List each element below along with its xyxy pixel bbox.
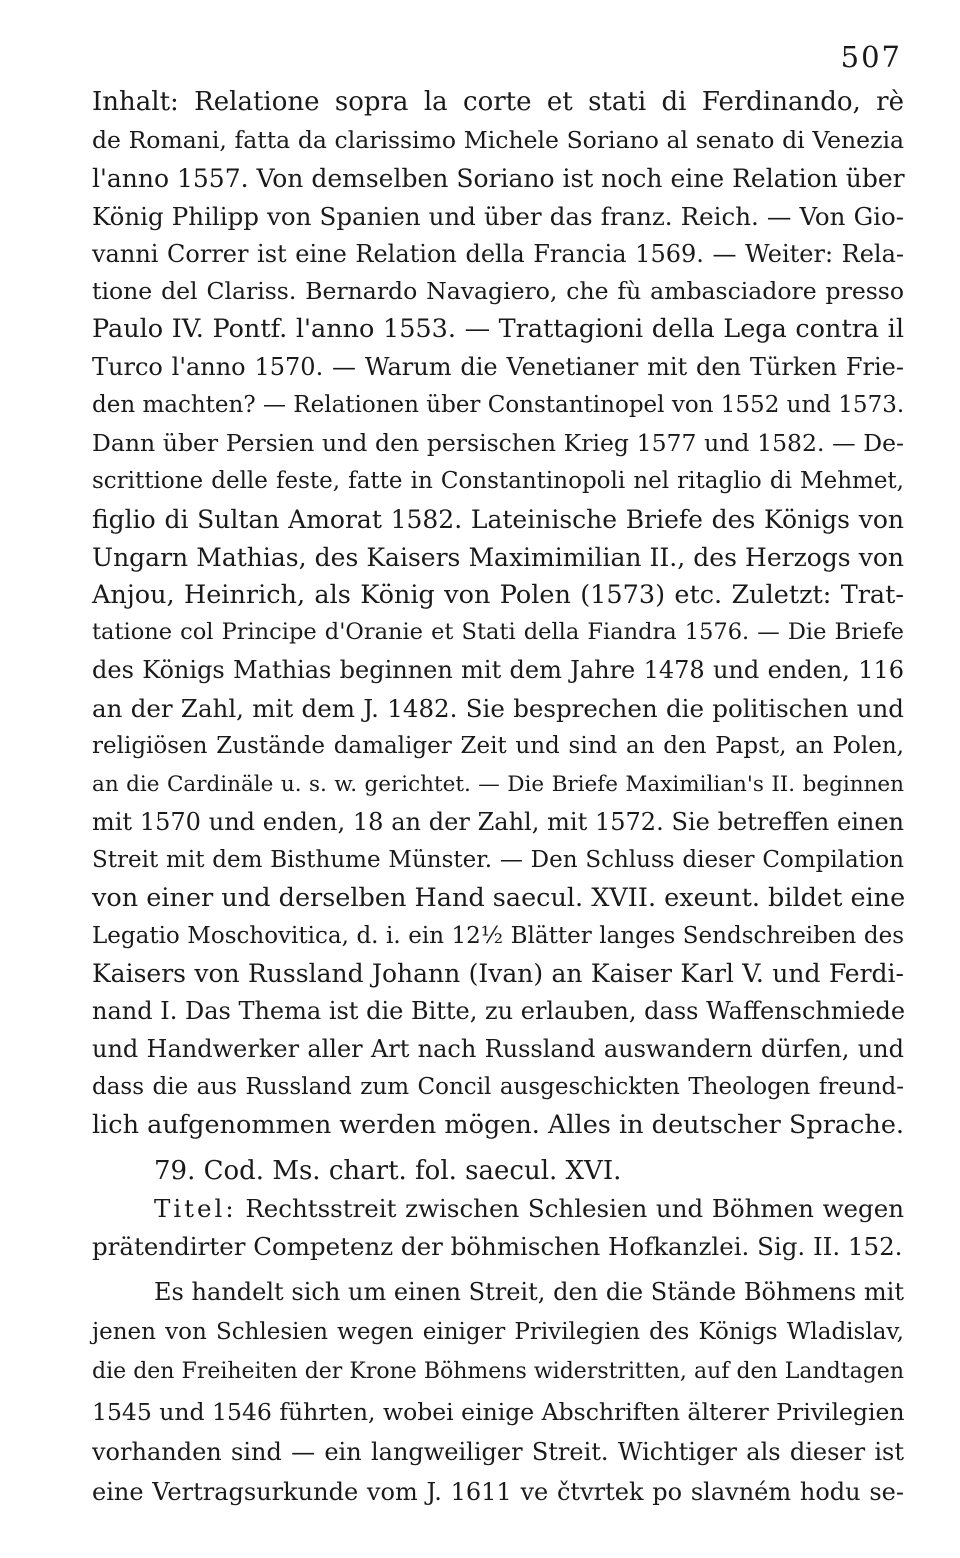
- text-line: Legatio Moschovitica, d. i. ein 12½ Blätter langes Sendschreiben des: [92, 922, 904, 949]
- manuscript-entry: [92, 1152, 904, 1266]
- title-line: prätendirter Competenz der böhmischen Hofkanzlei. Sig. II. 152.: [92, 1232, 903, 1261]
- text-line: l'anno 1557. Von demselben Soriano ist noch eine Relation über: [92, 163, 905, 193]
- text-line: Inhalt: Relatione sopra la corte et stati di Ferdinando, rè: [92, 87, 904, 117]
- text-line: 1545 und 1546 führten, wobei einige Abschriften älterer Privilegien: [92, 1398, 905, 1426]
- text-line: figlio di Sultan Amorat 1582. Lateinische Briefe des Königs von: [92, 504, 904, 534]
- text-line: Dann über Persien und den persischen Krieg 1577 und 1582. — De-: [92, 429, 904, 458]
- text-line: und Handwerker aller Art nach Russland auswandern dürfen, und: [92, 1035, 904, 1064]
- text-line: dass die aus Russland zum Concil ausgeschickten Theologen freund-: [92, 1074, 904, 1101]
- text-line: jenen von Schlesien wegen einiger Privilegien des Königs Wladislav,: [92, 1319, 904, 1345]
- content-paragraph: [92, 1272, 904, 1512]
- text-line: des Königs Mathias beginnen mit dem Jahre 1478 und enden, 116: [92, 656, 904, 685]
- text-line: Es handelt sich um einen Streit, den die Stände Böhmens mit: [154, 1278, 904, 1306]
- text-line: an der Zahl, mit dem J. 1482. Sie besprechen die politischen und: [92, 694, 904, 724]
- text-line: nand I. Das Thema ist die Bitte, zu erlauben, dass Waffenschmiede: [92, 997, 906, 1026]
- text-line: scrittione delle feste, fatte in Constantinopoli nel ritaglio di Mehmet,: [92, 467, 904, 494]
- content-paragraph: [92, 84, 904, 1145]
- text-line: Ungarn Mathias, des Kaisers Maximimilian II., des Herzogs von: [92, 542, 904, 572]
- text-line: Turco l'anno 1570. — Warum die Venetianer mit den Türken Frie-: [92, 353, 904, 382]
- entry-heading: 79. Cod. Ms. chart. fol. saecul. XVI.: [154, 1156, 622, 1186]
- text-line: an die Cardinäle u. s. w. gerichtet. — Die Briefe Maximilian's II. beginnen: [92, 772, 904, 798]
- text-line: de Romani, fatta da clarissimo Michele Soriano al senato di Venezia: [92, 125, 904, 154]
- text-line: König Philipp von Spanien und über das franz. Reich. — Von Gio-: [92, 201, 904, 231]
- title-line: [92, 1190, 904, 1228]
- text-line: den machten? — Relationen über Constantinopel von 1552 und 1573.: [92, 392, 905, 419]
- text-line: mit 1570 und enden, 18 an der Zahl, mit 1572. Sie betreffen einen: [92, 807, 904, 836]
- text-line: eine Vertragsurkunde vom J. 1611 ve čtvrtek po slavném hodu se-: [92, 1478, 904, 1506]
- text-line: lich aufgenommen werden mögen. Alles in deutscher Sprache.: [92, 1110, 905, 1141]
- text-line: die den Freiheiten der Krone Böhmens widerstritten, auf den Landtagen: [92, 1359, 904, 1384]
- text-line: Kaisers von Russland Johann (Ivan) an Kaiser Karl V. und Ferdi-: [92, 959, 904, 989]
- text-line: Streit mit dem Bisthume Münster. — Den Schluss dieser Compilation: [92, 846, 904, 873]
- text-line: tatione col Principe d'Oranie et Stati della Fiandra 1576. — Die Briefe: [92, 619, 904, 646]
- title-label: Titel:: [154, 1194, 237, 1223]
- text-line: Paulo IV. Pontf. l'anno 1553. — Trattagioni della Lega contra il: [92, 314, 904, 345]
- text-line: religiösen Zustände damaliger Zeit und sind an den Papst, an Polen,: [92, 733, 904, 760]
- text-line: von einer und derselben Hand saecul. XVII. exeunt. bildet eine: [92, 882, 906, 913]
- page-number: 507: [840, 40, 902, 74]
- text-line: tione del Clariss. Bernardo Navagiero, che fù ambasciadore presso: [92, 277, 904, 306]
- text-line: vanni Correr ist eine Relation della Francia 1569. — Weiter: Rela-: [92, 239, 904, 268]
- title-text: Rechtsstreit zwischen Schlesien und Böhmen wegen: [245, 1194, 904, 1223]
- text-line: Anjou, Heinrich, als König von Polen (1573) etc. Zuletzt: Trat-: [92, 579, 904, 610]
- text-line: vorhanden sind — ein langweiliger Streit. Wichtiger als dieser ist: [92, 1438, 904, 1466]
